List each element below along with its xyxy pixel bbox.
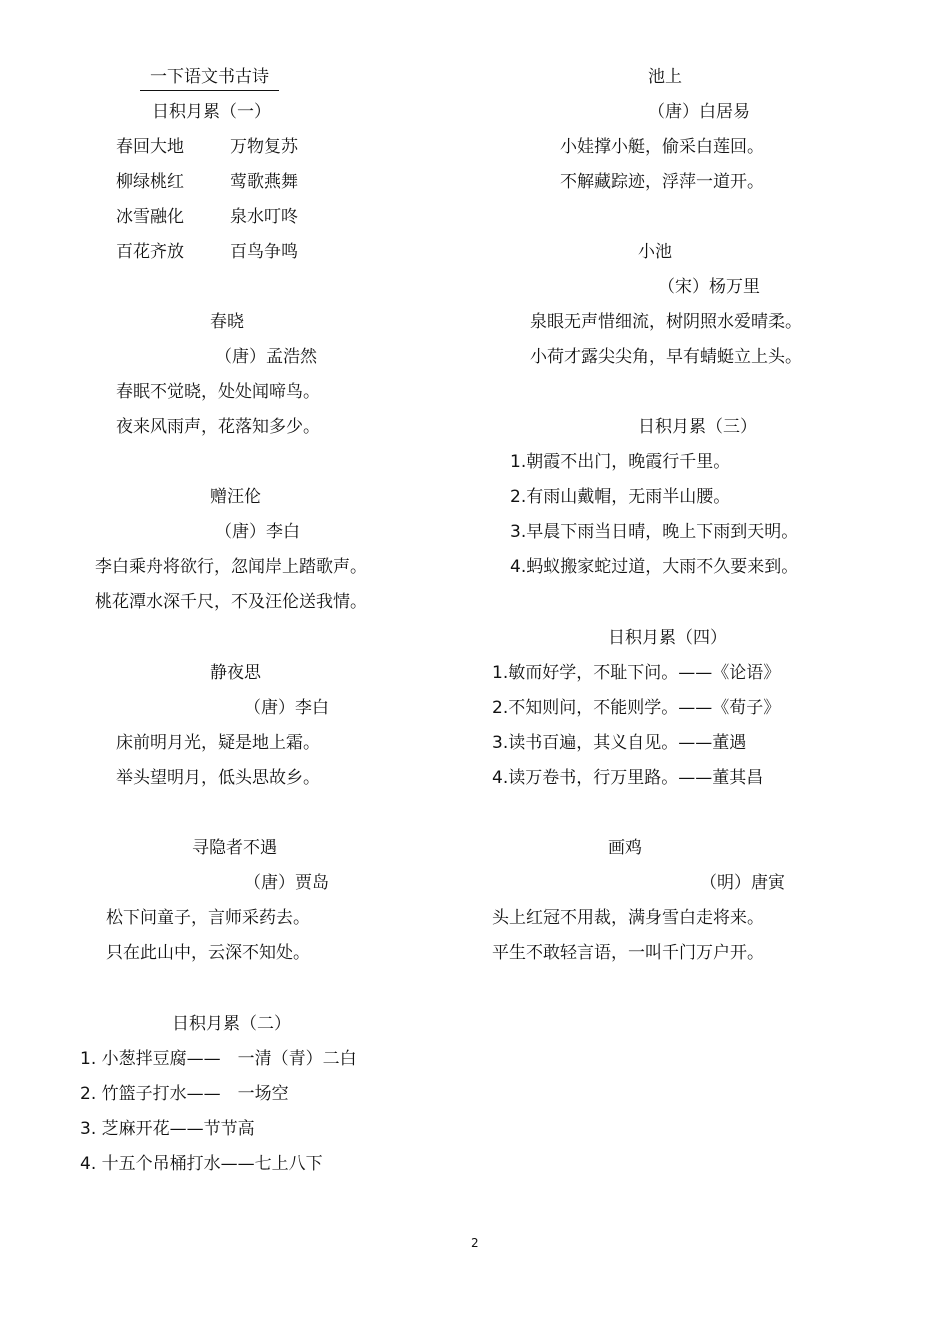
list-item: 2.不知则问，不能则学。——《荀子》: [492, 698, 781, 718]
poem-title-zengwanglun: 赠汪伦: [210, 487, 261, 507]
poem-line: 泉眼无声惜细流，树阴照水爱晴柔。: [530, 312, 802, 332]
list-item: 4. 十五个吊桶打水——七上八下: [80, 1154, 323, 1174]
list-item: 2. 竹篮子打水—— 一场空: [80, 1084, 289, 1104]
poem-line: 小荷才露尖尖角，早有蜻蜓立上头。: [530, 347, 802, 367]
poem-line: 松下问童子，言师采药去。: [106, 908, 310, 928]
list-item: 1.敏而好学，不耻下问。——《论语》: [492, 663, 781, 683]
idiom-1-a: 春回大地: [116, 137, 184, 157]
idiom-4-b: 百鸟争鸣: [230, 242, 298, 262]
section-heading-3: 日积月累（三）: [638, 417, 757, 437]
poem-line: 床前明月光，疑是地上霜。: [116, 733, 320, 753]
list-item: 2.有雨山戴帽，无雨半山腰。: [510, 487, 731, 507]
poem-line: 春眠不觉晓，处处闻啼鸟。: [116, 382, 320, 402]
section-heading-1: 日积月累（一）: [152, 102, 271, 122]
idiom-3-a: 冰雪融化: [116, 207, 184, 227]
list-item: 4.读万卷书，行万里路。——董其昌: [492, 768, 764, 788]
poem-title-jingyesi: 静夜思: [210, 663, 261, 683]
poem-line: 小娃撑小艇，偷采白莲回。: [560, 137, 764, 157]
section-heading-2: 日积月累（二）: [172, 1014, 291, 1034]
idiom-2-a: 柳绿桃红: [116, 172, 184, 192]
poem-title-chishang: 池上: [648, 67, 682, 87]
poem-line: 桃花潭水深千尺，不及汪伦送我情。: [95, 592, 367, 612]
list-item: 1. 小葱拌豆腐—— 一清（青）二白: [80, 1049, 357, 1069]
poem-author-huaji: （明）唐寅: [700, 873, 785, 893]
poem-title-chunxiao: 春晓: [210, 312, 244, 332]
poem-author-chishang: （唐）白居易: [648, 102, 750, 122]
page-title: 一下语文书古诗: [140, 66, 279, 91]
idiom-2-b: 莺歌燕舞: [230, 172, 298, 192]
section-heading-4: 日积月累（四）: [608, 628, 727, 648]
poem-line: 李白乘舟将欲行，忽闻岸上踏歌声。: [95, 557, 367, 577]
poem-title-xiaochi: 小池: [638, 242, 672, 262]
poem-author-xiaochi: （宋）杨万里: [658, 277, 760, 297]
idiom-4-a: 百花齐放: [116, 242, 184, 262]
poem-title-huaji: 画鸡: [608, 838, 642, 858]
poem-title-xunyinzhe: 寻隐者不遇: [192, 838, 277, 858]
poem-line: 不解藏踪迹，浮萍一道开。: [560, 172, 764, 192]
idiom-1-b: 万物复苏: [230, 137, 298, 157]
poem-line: 夜来风雨声，花落知多少。: [116, 417, 320, 437]
list-item: 3.早晨下雨当日晴，晚上下雨到天明。: [510, 522, 799, 542]
idiom-3-b: 泉水叮咚: [230, 207, 298, 227]
list-item: 4.蚂蚁搬家蛇过道，大雨不久要来到。: [510, 557, 799, 577]
poem-author-zengwanglun: （唐）李白: [215, 522, 300, 542]
list-item: 1.朝霞不出门，晚霞行千里。: [510, 452, 731, 472]
poem-author-jingyesi: （唐）李白: [244, 698, 329, 718]
list-item: 3.读书百遍，其义自见。——董遇: [492, 733, 747, 753]
page-number: 2: [471, 1236, 479, 1250]
poem-line: 举头望明月，低头思故乡。: [116, 768, 320, 788]
poem-line: 平生不敢轻言语，一叫千门万户开。: [492, 943, 764, 963]
poem-author-chunxiao: （唐）孟浩然: [215, 347, 317, 367]
poem-line: 头上红冠不用裁，满身雪白走将来。: [492, 908, 764, 928]
poem-author-xunyinzhe: （唐）贾岛: [244, 873, 329, 893]
poem-line: 只在此山中，云深不知处。: [106, 943, 310, 963]
list-item: 3. 芝麻开花——节节高: [80, 1119, 255, 1139]
